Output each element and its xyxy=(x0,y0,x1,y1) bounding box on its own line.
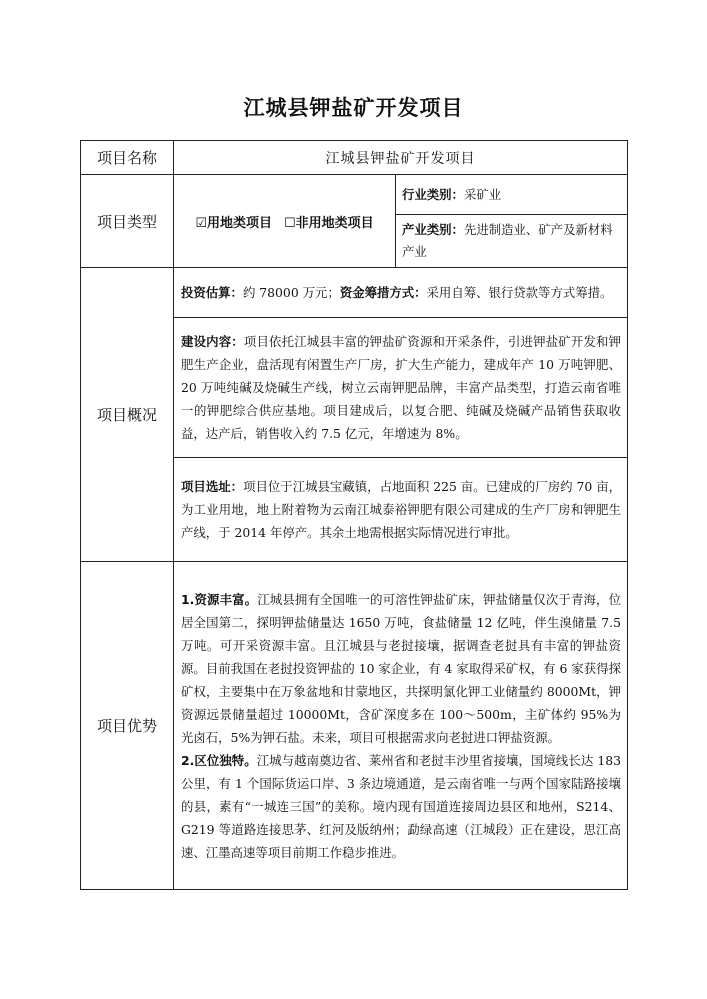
advantage-item-2 xyxy=(181,749,621,864)
advantage-item-1 xyxy=(181,588,621,749)
industry-category xyxy=(396,175,628,215)
project-site xyxy=(174,458,628,562)
row-overview-invest xyxy=(81,268,628,318)
sector-category xyxy=(396,215,628,268)
site-label: 项目选址： xyxy=(181,479,244,494)
sector-label: 产业类别： xyxy=(402,222,464,237)
project-table xyxy=(80,140,628,890)
invest-value: 约 78000 万元； xyxy=(242,285,340,300)
content-value: 项目依托江城县丰富的钾盐矿资源和开采条件，引进钾盐矿开发和钾肥生产企业，盘活现有闲置生产厂房，扩大生产能力，建成年产 10 万吨钾肥、20 万吨纯碱及烧碱生产线，树立云南钾肥品牌，丰富产品类型，打造云南省唯一的钾肥综合供应基地。项目建成后，以复合肥、纯碱及烧碱产品销售获取收益，达产后，销售收入约 7.5 亿元，年增速为 8%。 xyxy=(181,334,622,441)
advantage-2-label: 2.区位独特。 xyxy=(181,752,257,768)
label-project-type: 项目类型 xyxy=(81,175,174,268)
label-project-overview: 项目概况 xyxy=(81,268,174,562)
option-land-project: ☑用地类项目 xyxy=(195,215,272,231)
advantage-2-value: 江城与越南奠边省、莱州省和老挝丰沙里省接壤，国境线长达 183 公里，有 1 个国际货运口岸、3 条边境通道，是云南省唯一与两个国家陆路接壤的县，素有“一城连三国”的美称。境内现有国道连接周边县区和地州，S214、G219 等道路连接思茅、红河及版纳州；勐绿高速（江城段）正在建设，思江高速、江墨高速等项目前期工作稳步推进。 xyxy=(181,752,621,860)
invest-label: 投资估算： xyxy=(181,285,243,300)
site-value: 项目位于江城县宝藏镇，占地面积 225 亩。已建成的厂房约 70 亩，为工业用地，地上附着物为云南江城泰裕钾肥有限公司建成的生产厂房和钾肥生产线，于 2014 年停产。其余土地需根据实际情况进行审批。 xyxy=(181,479,622,540)
advantage-1-value: 江城县拥有全国唯一的可溶性钾盐矿床，钾盐储量仅次于青海，位居全国第二，探明钾盐储量达 1650 万吨，食盐储量 12 亿吨，伴生溴储量 7.5 万吨。可开采资源丰富。且江城县与老挝接壤，据调查老挝具有丰富的钾盐资源。目前我国在老挝投资钾盐的 10 家企业，有 4 家取得采矿权，有 6 家获得探矿权，主要集中在万象盆地和甘蒙地区，共探明氯化钾工业储量约 8000Mt，钾资源远景储量超过 10000Mt，含矿深度多在 100～500m，主矿体约 95%为光卤石，5%为钾石盐。未来，项目可根据需求向老挝进口钾盐资源。 xyxy=(181,591,621,745)
row-name xyxy=(81,141,628,175)
row-advantages xyxy=(81,562,628,890)
project-type-options xyxy=(174,175,396,268)
label-project-advantages: 项目优势 xyxy=(81,562,174,890)
sector-value: 先进制造业、矿产及新材料产业 xyxy=(402,222,613,259)
row-type-1 xyxy=(81,175,628,215)
option-nonland-project: ☐非用地类项目 xyxy=(284,215,374,231)
label-project-name: 项目名称 xyxy=(81,141,174,175)
industry-value: 采矿业 xyxy=(463,186,502,202)
investment-estimate xyxy=(174,268,628,318)
content-label: 建设内容： xyxy=(181,334,244,349)
funding-value: 采用自筹、银行贷款等方式筹措。 xyxy=(426,285,613,300)
page-title: 江城县钾盐矿开发项目 xyxy=(243,96,464,120)
advantage-1-label: 1.资源丰富。 xyxy=(181,591,258,607)
project-name-value: 江城县钾盐矿开发项目 xyxy=(174,141,628,175)
industry-label: 行业类别： xyxy=(402,186,464,202)
funding-label: 资金筹措方式： xyxy=(339,285,427,300)
advantages-content xyxy=(174,562,628,890)
construction-content xyxy=(174,318,628,458)
